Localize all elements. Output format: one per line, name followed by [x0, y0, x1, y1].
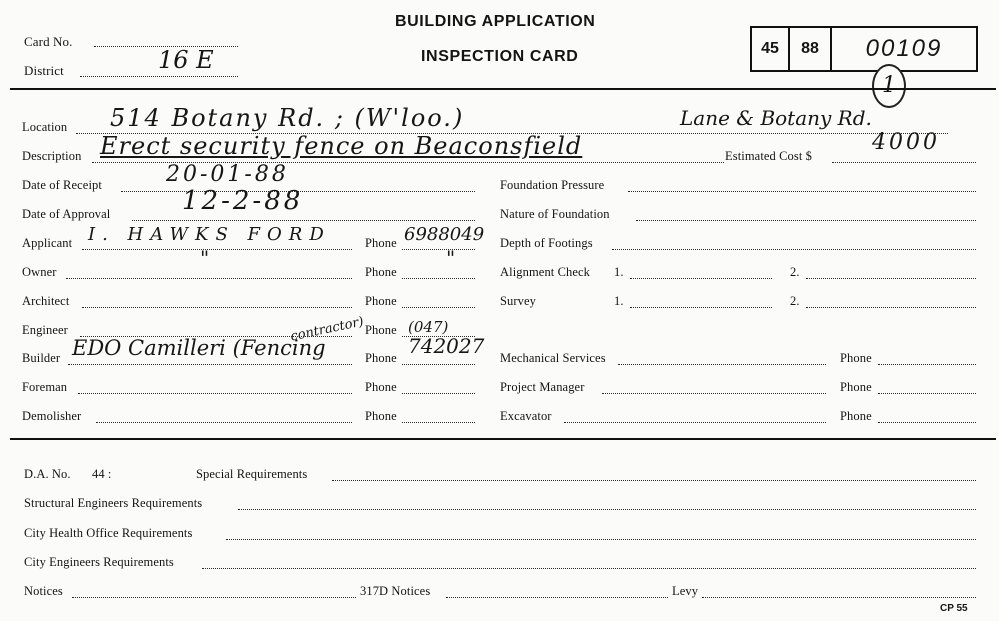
foreman-phone-label: Phone	[365, 380, 397, 394]
architect-field	[82, 307, 352, 308]
foreman-label: Foreman	[22, 380, 68, 394]
survey-num-2: 2.	[790, 294, 800, 308]
depth-footings-field	[612, 249, 976, 250]
architect-phone-field	[402, 307, 475, 308]
architect-phone-label: Phone	[365, 294, 397, 308]
estimated-cost-value: 4000	[872, 130, 940, 155]
notices-317d-label: 317D Notices	[360, 584, 431, 598]
demolisher-phone-label: Phone	[365, 409, 397, 423]
alignment-check-num-1: 1.	[614, 265, 624, 279]
receipt-label: Date of Receipt	[22, 178, 102, 192]
builder-note: contractor)	[289, 314, 366, 345]
district-field	[80, 76, 238, 77]
owner-phone-label: Phone	[365, 265, 397, 279]
estimated-cost-field	[832, 162, 976, 163]
survey-field-2	[806, 307, 976, 308]
applicant-phone-label: Phone	[365, 236, 397, 250]
approval-field	[132, 220, 475, 221]
owner-phone-field	[402, 278, 475, 279]
location-value: 514 Botany Rd. ; (W'loo.)	[110, 104, 465, 132]
nature-foundation-label: Nature of Foundation	[500, 207, 610, 221]
levy-label: Levy	[672, 584, 699, 598]
foundation-pressure-label: Foundation Pressure	[500, 178, 605, 192]
ref-cell-a: 45	[752, 28, 790, 70]
excavator-label: Excavator	[500, 409, 552, 423]
health-field	[226, 539, 976, 540]
owner-label: Owner	[22, 265, 57, 279]
special-requirements-field	[332, 480, 976, 481]
receipt-value: 20-01-88	[166, 162, 289, 187]
mechanical-field	[618, 364, 826, 365]
district-value: 16 E	[158, 46, 214, 74]
excavator-field	[564, 422, 826, 423]
mechanical-phone-label: Phone	[840, 351, 872, 365]
approval-value: 12-2-88	[182, 186, 304, 216]
foundation-pressure-field	[628, 191, 976, 192]
header-divider	[10, 88, 996, 90]
alignment-check-field-1	[630, 278, 772, 279]
builder-field	[68, 364, 352, 365]
description-label: Description	[22, 149, 82, 163]
builder-label: Builder	[22, 351, 61, 365]
applicant-phone-field	[402, 249, 475, 250]
owner-value: "	[200, 246, 210, 270]
form-title-line1: BUILDING APPLICATION	[395, 13, 596, 30]
engineers-field	[202, 568, 976, 569]
alignment-check-num-2: 2.	[790, 265, 800, 279]
form-code: CP 55	[940, 603, 968, 614]
survey-field-1	[630, 307, 772, 308]
architect-label: Architect	[22, 294, 70, 308]
da-no-label: D.A. No.	[24, 467, 71, 481]
district-label: District	[24, 63, 64, 78]
applicant-phone-value: 6988049	[404, 224, 485, 245]
form-title-line2: INSPECTION CARD	[421, 48, 579, 65]
engineer-phone-value: (047)	[408, 318, 449, 336]
builder-value: EDO Camilleri (Fencing	[72, 336, 326, 360]
engineers-label: City Engineers Requirements	[24, 555, 174, 569]
section-divider	[10, 438, 996, 440]
structural-field	[238, 509, 976, 510]
excavator-phone-label: Phone	[840, 409, 872, 423]
engineer-phone-label: Phone	[365, 323, 397, 337]
builder-phone-field	[402, 364, 475, 365]
notices-field	[72, 597, 356, 598]
health-label: City Health Office Requirements	[24, 526, 193, 540]
applicant-label: Applicant	[22, 236, 73, 250]
nature-foundation-field	[636, 220, 976, 221]
estimated-cost-label: Estimated Cost $	[725, 149, 813, 163]
ref-cell-number: 00109	[865, 35, 943, 62]
mechanical-label: Mechanical Services	[500, 351, 606, 365]
depth-footings-label: Depth of Footings	[500, 236, 593, 250]
survey-label: Survey	[500, 294, 537, 308]
builder-phone-value: 742027	[408, 334, 485, 358]
special-requirements-label: Special Requirements	[196, 467, 308, 481]
card-no-label: Card No.	[24, 34, 73, 49]
project-manager-phone-label: Phone	[840, 380, 872, 394]
project-manager-field	[602, 393, 826, 394]
owner-phone-value: "	[446, 246, 456, 270]
demolisher-field	[96, 422, 352, 423]
location-label: Location	[22, 120, 68, 134]
foreman-field	[78, 393, 352, 394]
circled-annotation: 1	[872, 64, 906, 108]
demolisher-phone-field	[402, 422, 475, 423]
ref-cell-b: 88	[790, 28, 832, 70]
owner-field	[66, 278, 352, 279]
notices-317d-field	[446, 597, 668, 598]
excavator-phone-field	[878, 422, 976, 423]
demolisher-label: Demolisher	[22, 409, 82, 423]
builder-phone-label: Phone	[365, 351, 397, 365]
applicant-value: I. HAWKS FORD	[88, 224, 331, 245]
card-reference-box	[750, 26, 978, 72]
levy-field	[702, 597, 976, 598]
project-manager-label: Project Manager	[500, 380, 585, 394]
notices-label: Notices	[24, 584, 63, 598]
approval-label: Date of Approval	[22, 207, 111, 221]
applicant-field	[82, 249, 352, 250]
survey-num-1: 1.	[614, 294, 624, 308]
foreman-phone-field	[402, 393, 475, 394]
engineer-label: Engineer	[22, 323, 68, 337]
structural-label: Structural Engineers Requirements	[24, 496, 203, 510]
description-value: Erect security fence on Beaconsfield	[100, 132, 583, 160]
alignment-check-label: Alignment Check	[500, 265, 591, 279]
alignment-check-field-2	[806, 278, 976, 279]
project-manager-phone-field	[878, 393, 976, 394]
mechanical-phone-field	[878, 364, 976, 365]
location-note: Lane & Botany Rd.	[680, 106, 872, 130]
da-no-value: 44 :	[92, 467, 112, 481]
